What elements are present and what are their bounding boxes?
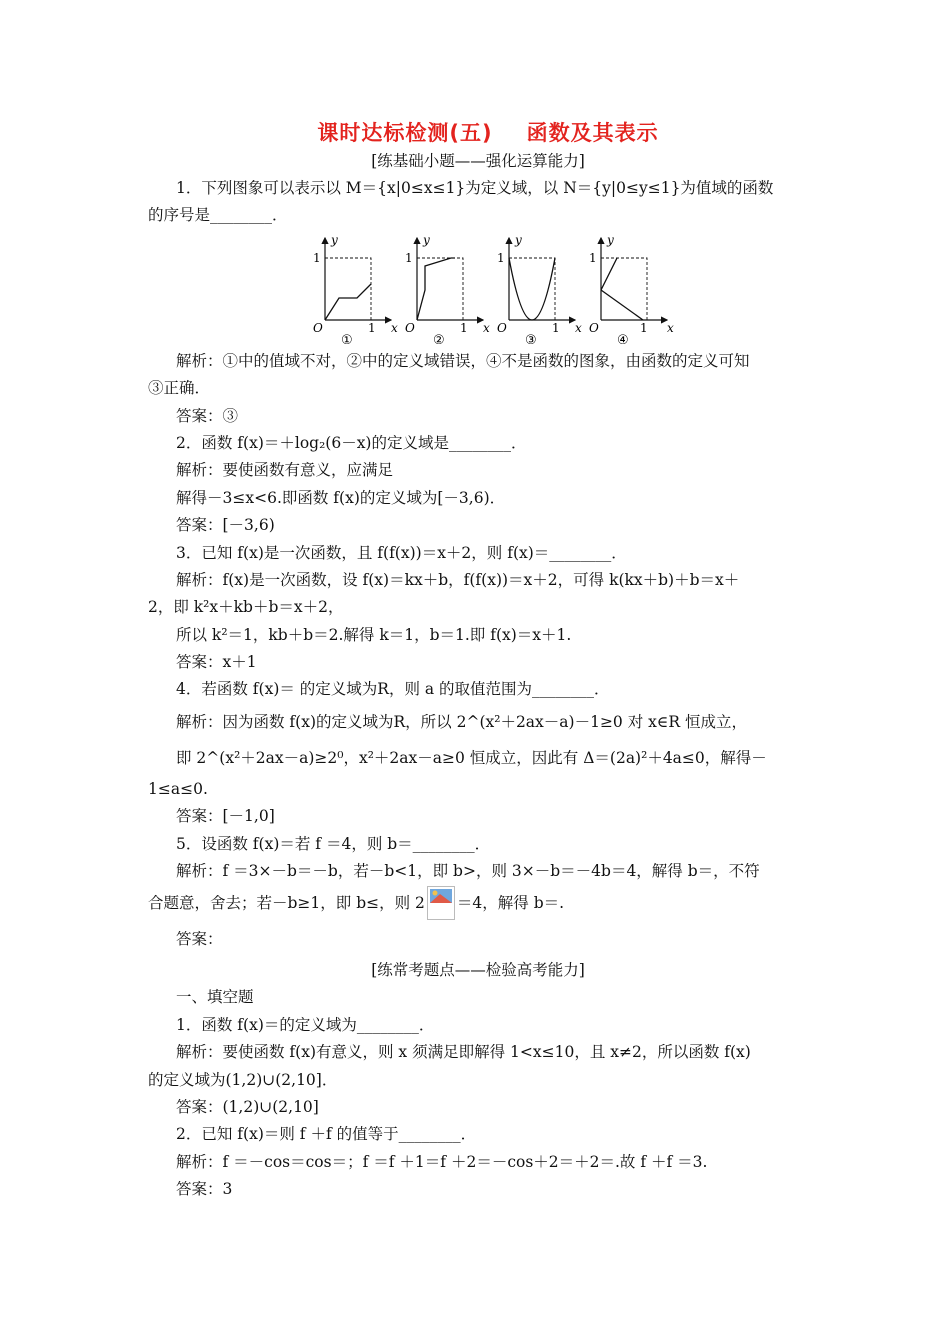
title-sub: 函数及其表示 bbox=[526, 121, 659, 145]
solution-4-text-end: 1≤a≤0. bbox=[148, 779, 208, 798]
graph-2-y-label: y bbox=[423, 232, 430, 247]
solution-5-pre: 合题意，舍去；若－b≥1，即 b≤，则 2 bbox=[148, 894, 425, 913]
solution-2-text-cont: 解得－3≤x<6.即函数 f(x)的定义域为[－3,6)． bbox=[176, 488, 506, 507]
graph-3-origin: O bbox=[497, 320, 507, 335]
graph-4-y-tick: 1 bbox=[589, 250, 597, 265]
graph-4-x-label: x bbox=[667, 320, 674, 335]
graph-4-y-label: y bbox=[607, 232, 614, 247]
section-heading-basic: [练基础小题——强化运算能力] bbox=[371, 152, 585, 170]
exam-solution-1-text-cont: 的定义域为(1,2)∪(2,10]． bbox=[148, 1070, 338, 1089]
graph-3-x-label: x bbox=[575, 320, 582, 335]
graph-4-label: ④ bbox=[617, 332, 629, 344]
graph-2-x-tick: 1 bbox=[460, 320, 468, 335]
graph-1-x-tick: 1 bbox=[368, 320, 376, 335]
graph-1 bbox=[313, 233, 398, 344]
graph-1-label: ① bbox=[341, 332, 353, 344]
answer-1: 答案：③ bbox=[176, 406, 239, 425]
question-5-text: 5．设函数 f(x)＝若 f ＝4，则 b＝________． bbox=[176, 834, 491, 853]
solution-2-text: 解析：要使函数有意义，应满足 bbox=[176, 461, 394, 480]
solution-3-text-cont: 2，即 k²x＋kb＋b＝x＋2， bbox=[148, 598, 344, 617]
question-3-text: 3．已知 f(x)是一次函数，且 f(f(x))＝x＋2，则 f(x)＝________． bbox=[176, 543, 627, 562]
answer-4: 答案：[－1,0] bbox=[176, 807, 275, 826]
solution-4-text: 解析：因为函数 f(x)的定义域为R，所以 2^(x²＋2ax－a)－1≥0 对 x∈R 恒成立， bbox=[176, 712, 747, 731]
page-title bbox=[168, 118, 808, 148]
question-1-graphs bbox=[148, 230, 808, 348]
solution-5-post: ＝4，解得 b＝. bbox=[456, 894, 565, 913]
graph-3-y-tick: 1 bbox=[497, 250, 505, 265]
graph-4-x-tick: 1 bbox=[640, 320, 648, 335]
document-page bbox=[148, 118, 808, 1204]
answer-2: 答案：[－3,6) bbox=[176, 516, 275, 535]
question-4-text: 4．若函数 f(x)＝ 的定义域为R，则 a 的取值范围为________． bbox=[176, 680, 610, 699]
solution-4-text-cont: 即 2^(x²＋2ax－a)≥2⁰，x²＋2ax－a≥0 恒成立，因此有 Δ＝(2a)²＋4a≤0，解得－ bbox=[176, 748, 767, 767]
graph-3 bbox=[497, 233, 582, 344]
graph-4-origin: O bbox=[589, 320, 599, 335]
graph-1-x-label: x bbox=[391, 320, 398, 335]
graph-3-y-label: y bbox=[515, 232, 522, 247]
answer-5: 答案： bbox=[176, 930, 223, 949]
graph-1-y-label: y bbox=[331, 232, 338, 247]
exam-question-1-text: 1．函数 f(x)＝的定义域为________． bbox=[176, 1015, 435, 1034]
question-2-text: 2．函数 f(x)＝＋log₂(6－x)的定义域是________． bbox=[176, 433, 527, 452]
graph-4 bbox=[589, 233, 674, 344]
solution-3-text: 解析：f(x)是一次函数，设 f(x)＝kx＋b，f(f(x))＝x＋2，可得 k(kx＋b)＋b＝x＋ bbox=[176, 570, 740, 589]
exam-solution-2-text: 解析：f ＝－cos＝cos＝；f ＝f ＋1＝f ＋2＝－cos＋2＝＋2＝.故 f ＋f ＝3. bbox=[176, 1152, 708, 1171]
broken-image-icon bbox=[427, 886, 455, 920]
exam-question-2-text: 2．已知 f(x)＝则 f ＋f 的值等于________． bbox=[176, 1125, 477, 1144]
exam-answer-2: 答案：3 bbox=[176, 1180, 233, 1199]
graph-2-origin: O bbox=[405, 320, 415, 335]
question-1-text: 1．下列图象可以表示以 M＝{x|0≤x≤1}为定义域，以 N＝{y|0≤y≤1}为值域的函数 bbox=[176, 179, 774, 197]
answer-3: 答案：x＋1 bbox=[176, 653, 257, 672]
title-main: 课时达标检测(五) bbox=[317, 121, 493, 145]
graph-1-y-tick: 1 bbox=[313, 250, 321, 265]
section-heading-exam: [练常考题点——检验高考能力] bbox=[371, 961, 585, 980]
graph-2 bbox=[405, 233, 490, 344]
solution-3-text-end: 所以 k²＝1，kb＋b＝2.解得 k＝1，b＝1.即 f(x)＝x＋1. bbox=[176, 625, 572, 644]
question-1-text-cont: 的序号是________． bbox=[148, 206, 288, 225]
graph-1-origin: O bbox=[313, 320, 323, 335]
graph-2-label: ② bbox=[433, 332, 445, 344]
graph-3-x-tick: 1 bbox=[552, 320, 560, 335]
graph-2-y-tick: 1 bbox=[405, 250, 413, 265]
exam-solution-1-text: 解析：要使函数 f(x)有意义，则 x 须满足即解得 1<x≤10，且 x≠2，所以函数 f(x) bbox=[176, 1043, 751, 1062]
solution-5-text-cont bbox=[148, 885, 808, 921]
exam-answer-1: 答案：(1,2)∪(2,10] bbox=[176, 1097, 319, 1116]
solution-5-text: 解析：f ＝3×－b＝－b，若－b<1，即 b>，则 3×－b＝－4b＝4，解得 b＝，不符 bbox=[176, 862, 760, 881]
fill-blank-heading: 一、填空题 bbox=[176, 988, 254, 1007]
solution-1-text: 解析：①中的值域不对，②中的定义域错误，④不是函数的图象，由函数的定义可知 bbox=[176, 351, 750, 370]
solution-1-text-cont: ③正确． bbox=[148, 379, 211, 398]
graph-2-x-label: x bbox=[483, 320, 490, 335]
graph-3-label: ③ bbox=[525, 332, 537, 344]
